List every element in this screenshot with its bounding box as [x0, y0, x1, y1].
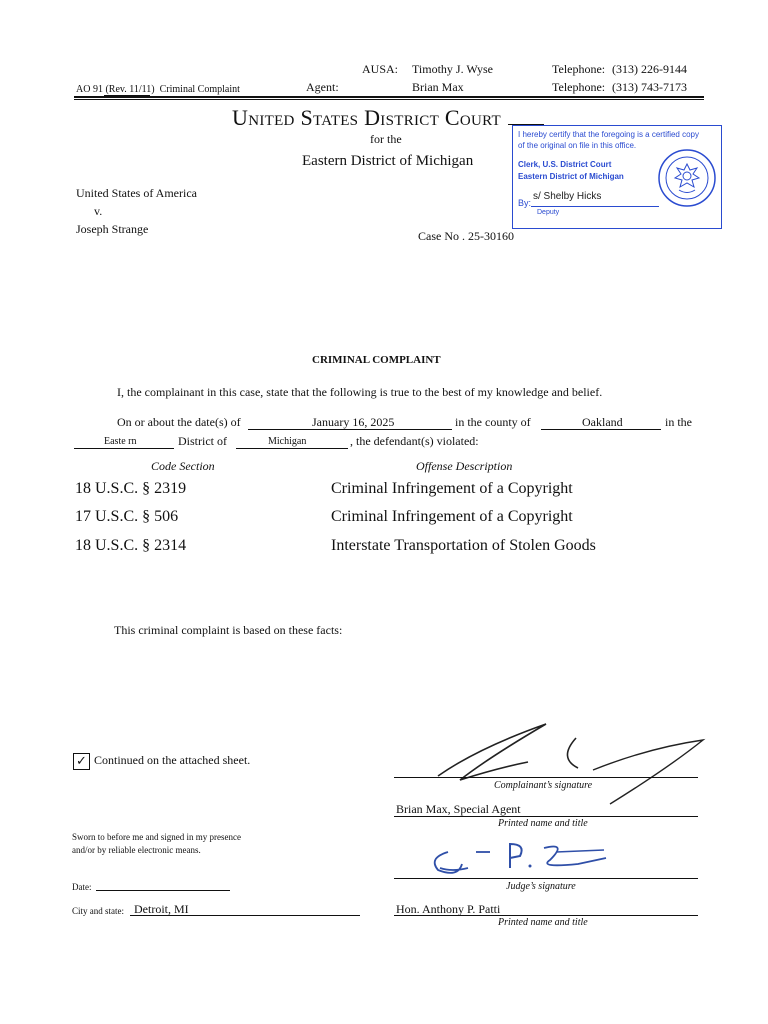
district-label: District of	[178, 434, 227, 448]
case-number	[418, 229, 514, 244]
complainant-signature-icon	[418, 718, 718, 810]
complaint-heading: CRIMINAL COMPLAINT	[312, 354, 441, 366]
complainant-sign-line	[394, 777, 698, 778]
complainant-name: Brian Max, Special Agent	[396, 802, 521, 816]
code-section-header: Code Section	[151, 459, 215, 473]
judge-name: Hon. Anthony P. Patti	[396, 902, 501, 916]
offense-code: 17 U.S.C. § 506	[75, 508, 179, 525]
region-underline	[74, 448, 174, 449]
stamp-line2: of the original on file in this office.	[518, 141, 637, 150]
county-underline	[541, 429, 661, 430]
city-label: City and state:	[72, 906, 124, 916]
judge-caption: Judge’s signature	[506, 881, 576, 892]
city-line	[130, 915, 360, 916]
stamp-signer: s/ Shelby Hicks	[533, 191, 602, 202]
stamp-line1: I hereby certify that the foregoing is a certified copy	[518, 130, 699, 139]
versus: v.	[94, 204, 103, 218]
county-prefix: in the county of	[455, 415, 531, 429]
offense-description: Criminal Infringement of a Copyright	[331, 508, 573, 525]
form-name: Criminal Complaint	[159, 84, 240, 95]
offense-code: 18 U.S.C. § 2319	[75, 480, 187, 497]
state-underline	[236, 448, 348, 449]
case-value: 25-30160	[468, 229, 514, 243]
complainant-caption: Complainant’s signature	[494, 780, 593, 791]
stamp-sign-line	[531, 206, 659, 207]
complainant-name-line	[394, 816, 698, 817]
defendant: Joseph Strange	[76, 222, 149, 236]
offense-code: 18 U.S.C. § 2314	[75, 537, 187, 554]
district-name: Eastern District of Michigan	[302, 153, 474, 169]
certification-stamp	[512, 125, 722, 229]
judge-printed-caption: Printed name and title	[498, 917, 588, 928]
court-title: United States District Court	[232, 105, 501, 130]
date-prefix: On or about the date(s) of	[117, 415, 241, 429]
date-label: Date:	[72, 882, 92, 892]
offense-description: Criminal Infringement of a Copyright	[331, 480, 573, 497]
ausa-phone: (313) 226-9144	[612, 62, 687, 76]
state-value: Michigan	[268, 436, 307, 447]
agent-phone: (313) 743-7173	[612, 80, 687, 94]
complainant-printed-caption: Printed name and title	[498, 818, 588, 829]
court-seal-icon	[657, 148, 717, 208]
judge-name-line	[394, 915, 698, 916]
county-value: Oakland	[582, 415, 623, 429]
stamp-clerk2: Eastern District of Michigan	[518, 172, 624, 181]
continued-label: Continued on the attached sheet.	[94, 753, 251, 767]
date-underline	[248, 429, 452, 430]
header-rule	[74, 96, 704, 98]
agent-phone-label: Telephone:	[552, 80, 606, 94]
ausa-label: AUSA:	[362, 62, 399, 76]
judge-sign-line	[394, 878, 698, 879]
district-region: Easte rn	[104, 436, 137, 447]
complaint-statement: I, the complainant in this case, state that the following is true to the best of my knowledge and belief.	[117, 385, 603, 399]
city-value: Detroit, MI	[134, 902, 189, 916]
offense-date: January 16, 2025	[312, 415, 395, 429]
in-the: in the	[665, 415, 692, 429]
ausa-name: Timothy J. Wyse	[412, 62, 493, 76]
agent-name: Brian Max	[412, 80, 464, 94]
stamp-by-label: By:	[518, 198, 532, 208]
offense-description: Interstate Transportation of Stolen Goods	[331, 537, 596, 554]
stamp-clerk1: Clerk, U.S. District Court	[518, 160, 612, 169]
sworn-line1: Sworn to before me and signed in my presence	[72, 832, 241, 842]
date-sign-line	[96, 890, 230, 891]
header-rule-thin	[74, 99, 704, 100]
continued-checkbox[interactable]: ✓	[73, 753, 90, 770]
agent-label: Agent:	[306, 80, 339, 94]
stamp-role: Deputy	[537, 209, 560, 216]
ausa-phone-label: Telephone:	[552, 62, 606, 76]
court-title-underline	[508, 124, 544, 125]
sworn-line2: and/or by reliable electronic means.	[72, 845, 201, 855]
violated-text: , the defendant(s) violated:	[350, 434, 479, 448]
for-the: for the	[370, 132, 402, 146]
form-id: AO 91 (Rev. 11/11) Criminal Complaint	[76, 84, 240, 95]
plaintiff: United States of America	[76, 186, 197, 200]
judge-signature-icon	[428, 838, 628, 882]
case-label: Case No .	[418, 229, 465, 243]
offense-description-header: Offense Description	[416, 459, 513, 473]
facts-statement: This criminal complaint is based on these facts:	[114, 623, 343, 637]
